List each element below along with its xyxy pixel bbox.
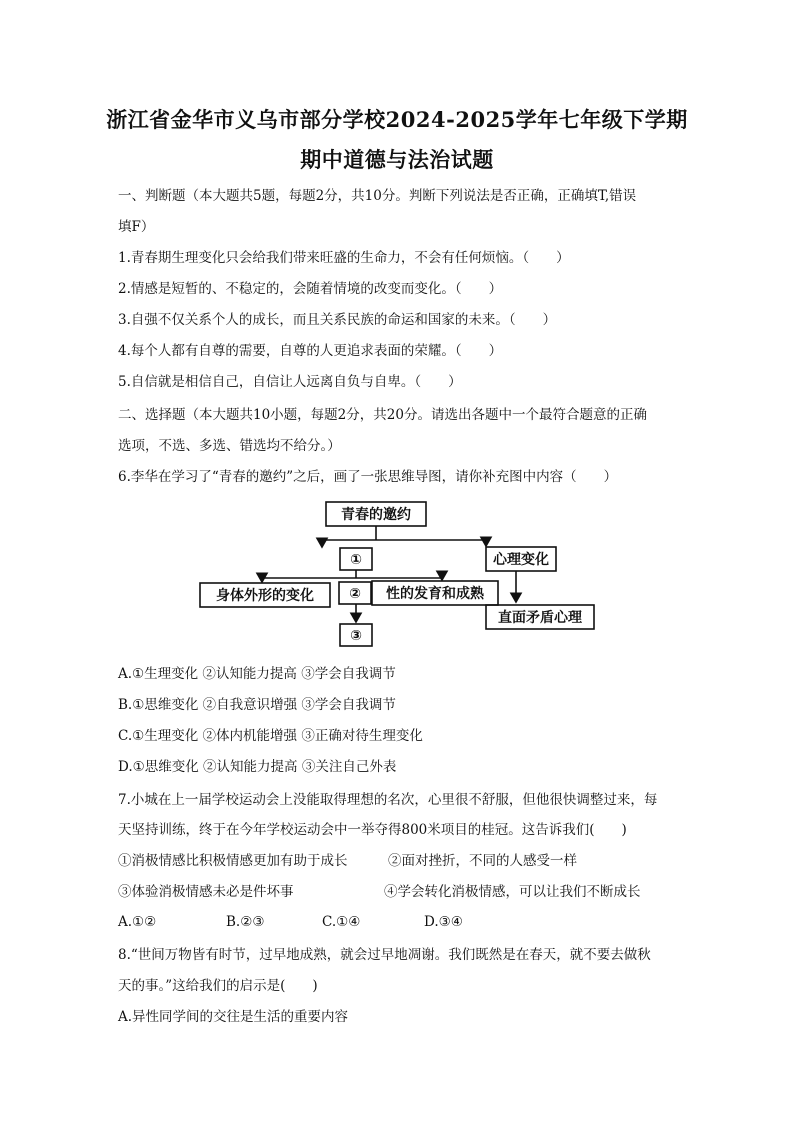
q7-option-c: C.①④: [322, 914, 361, 930]
section1-header: 一、判断题（本大题共5题，每题2分，共10分。判断下列说法是否正确，正确填T,错误: [118, 188, 637, 204]
node-2-label: ②: [349, 586, 361, 602]
psych-change-label: 心理变化: [493, 552, 549, 568]
section2-header: 二、选择题（本大题共10小题，每题2分，共20分。请选出各题中一个最符合题意的正确: [118, 407, 647, 423]
q8-stem-line-2: 天的事。”这给我们的启示是( ): [118, 978, 318, 994]
node-3-label: ③: [350, 628, 362, 644]
section1-header-cont: 填F）: [118, 219, 155, 235]
root-label: 青春的邀约: [341, 507, 411, 523]
q6-option-d: D.①思维变化 ②认知能力提高 ③关注自己外表: [118, 759, 397, 775]
title-line-2: 期中道德与法治试题: [300, 147, 494, 172]
question-4: 4.每个人都有自尊的需要，自尊的人更追求表面的荣耀。（ ）: [118, 343, 503, 359]
q7-stem-line-2: 天坚持训练，终于在今年学校运动会中一举夺得800米项目的桂冠。这告诉我们( ): [118, 822, 627, 838]
q7-statement-1: ①消极情感比积极情感更加有助于成长: [118, 853, 348, 869]
q8-option-a: A.异性同学间的交往是生活的重要内容: [118, 1009, 349, 1025]
title-line-1: 浙江省金华市义乌市部分学校2024-2025学年七年级下学期: [106, 107, 688, 132]
face-contradiction-label: 直面矛盾心理: [498, 610, 582, 626]
q6-option-a: A.①生理变化 ②认知能力提高 ③学会自我调节: [118, 666, 396, 682]
question-1: 1.青春期生理变化只会给我们带来旺盛的生命力，不会有任何烦恼。（ ）: [118, 250, 570, 266]
question-5: 5.自信就是相信自己，自信让人远离自负与自卑。（ ）: [118, 374, 462, 390]
body-change-label: 身体外形的变化: [216, 588, 314, 604]
q6-option-b: B.①思维变化 ②自我意识增强 ③学会自我调节: [118, 697, 396, 713]
q7-option-b: B.②③: [226, 914, 265, 930]
q7-statement-4: ④学会转化消极情感，可以让我们不断成长: [384, 884, 641, 900]
q7-option-a: A.①②: [118, 914, 157, 930]
q7-option-d: D.③④: [424, 914, 463, 930]
question-6-stem: 6.李华在学习了“青春的邀约”之后，画了一张思维导图，请你补充图中内容（ ）: [118, 469, 618, 485]
q6-option-c: C.①生理变化 ②体内机能增强 ③正确对待生理变化: [118, 728, 423, 744]
q7-statement-2: ②面对挫折，不同的人感受一样: [388, 853, 577, 869]
node-1-label: ①: [350, 552, 362, 568]
q8-stem-line-1: 8.“世间万物皆有时节，过早地成熟，就会过早地凋谢。我们既然是在春天，就不要去做秋: [118, 947, 651, 963]
question-2: 2.情感是短暂的、不稳定的，会随着情境的改变而变化。（ ）: [118, 281, 503, 297]
mind-map-diagram: [196, 498, 604, 658]
sex-development-label: 性的发育和成熟: [386, 586, 484, 602]
q7-statement-3: ③体验消极情感未必是件坏事: [118, 884, 294, 900]
question-3: 3.自强不仅关系个人的成长，而且关系民族的命运和国家的未来。（ ）: [118, 312, 557, 328]
q7-stem-line-1: 7.小城在上一届学校运动会上没能取得理想的名次，心里很不舒服，但他很快调整过来，每: [118, 792, 658, 808]
section2-header-cont: 选项，不选、多选、错选均不给分。）: [118, 438, 341, 454]
